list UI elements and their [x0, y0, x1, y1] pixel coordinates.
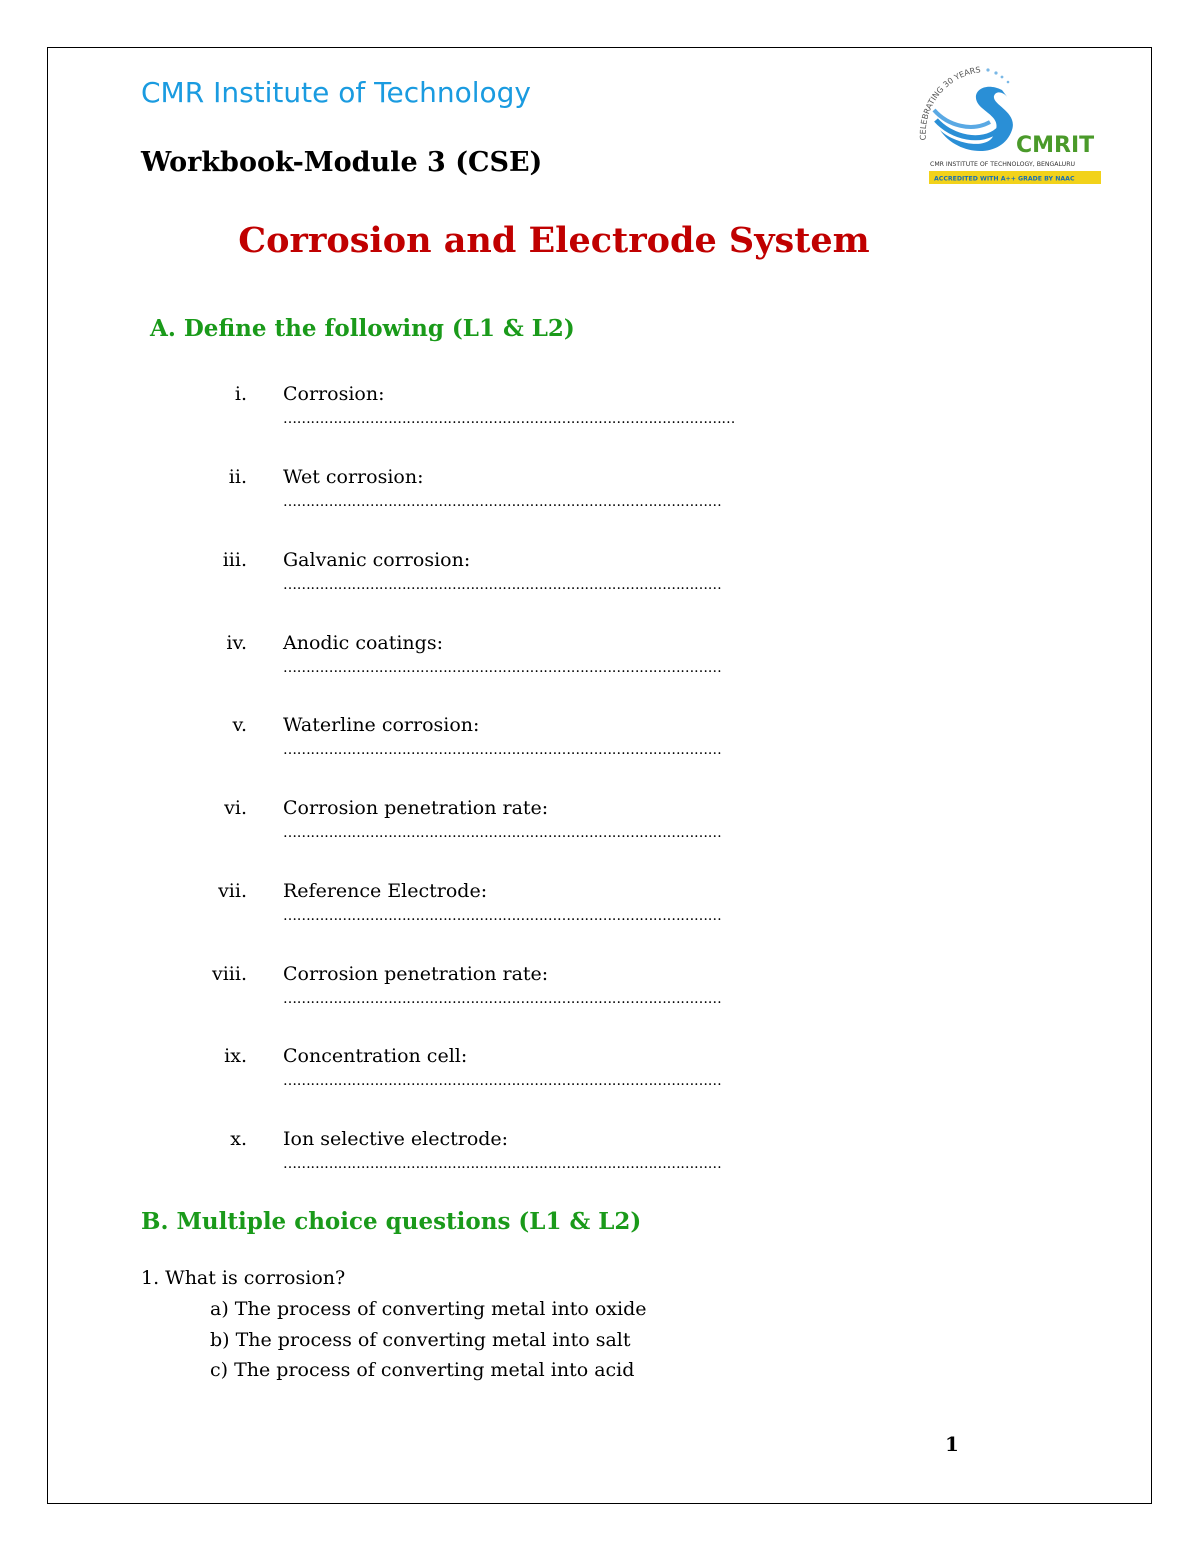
definition-item [0, 383, 1200, 443]
item-label: Corrosion penetration rate: [283, 963, 549, 985]
item-number: x. [230, 1128, 247, 1150]
answer-line[interactable]: …………………………………………………………………………………… [283, 908, 722, 924]
logo-brand: CMRIT [1016, 133, 1095, 158]
answer-line[interactable]: …………………………………………………………………………………… [283, 660, 722, 676]
answer-line[interactable]: …………………………………………………………………………………… [283, 825, 722, 841]
definition-item [0, 632, 1200, 692]
section-b-heading: B. Multiple choice questions (L1 & L2) [141, 1208, 642, 1235]
answer-line[interactable]: ……………………………………………………………………………………… [283, 411, 736, 427]
mcq-question: 1. What is corrosion? [141, 1267, 346, 1289]
answer-line[interactable]: …………………………………………………………………………………… [283, 1073, 722, 1089]
page-number: 1 [945, 1432, 959, 1456]
item-number: iv. [226, 632, 247, 654]
item-number: v. [232, 714, 247, 736]
institute-name: CMR Institute of Technology [141, 76, 531, 109]
definition-item [0, 1045, 1200, 1105]
item-label: Corrosion: [283, 383, 385, 405]
definition-item [0, 963, 1200, 1023]
definition-item [0, 880, 1200, 940]
definition-item [0, 797, 1200, 857]
item-number: ix. [224, 1045, 247, 1067]
item-label: Reference Electrode: [283, 880, 488, 902]
mcq-option[interactable]: b) The process of converting metal into salt [210, 1329, 631, 1351]
logo-badge: ACCREDITED WITH A++ GRADE BY NAAC [934, 175, 1075, 183]
item-label: Concentration cell: [283, 1045, 468, 1067]
section-a-heading: A. Define the following (L1 & L2) [150, 315, 575, 342]
item-label: Anodic coatings: [283, 632, 443, 654]
document-title: Corrosion and Electrode System [238, 220, 870, 261]
item-label: Wet corrosion: [283, 466, 424, 488]
definition-item [0, 466, 1200, 526]
item-label: Waterline corrosion: [283, 714, 480, 736]
logo-arc-text: CELEBRATING 30 YEARS [918, 65, 982, 141]
workbook-title: Workbook-Module 3 (CSE) [141, 147, 543, 178]
mcq-option[interactable]: a) The process of converting metal into oxide [210, 1298, 647, 1320]
answer-line[interactable]: …………………………………………………………………………………… [283, 1156, 722, 1172]
cmrit-logo [912, 60, 1102, 190]
answer-line[interactable]: …………………………………………………………………………………… [283, 494, 722, 510]
item-label: Corrosion penetration rate: [283, 797, 549, 819]
definition-item [0, 1128, 1200, 1188]
swan-logo-icon [912, 60, 1102, 190]
definition-item [0, 549, 1200, 609]
item-number: ii. [228, 466, 247, 488]
item-label: Galvanic corrosion: [283, 549, 471, 571]
answer-line[interactable]: …………………………………………………………………………………… [283, 742, 722, 758]
mcq-option[interactable]: c) The process of converting metal into acid [210, 1359, 635, 1381]
answer-line[interactable]: …………………………………………………………………………………… [283, 991, 722, 1007]
item-number: iii. [222, 549, 247, 571]
item-number: vii. [218, 880, 247, 902]
definition-item [0, 714, 1200, 774]
item-number: vi. [224, 797, 247, 819]
item-number: viii. [211, 963, 247, 985]
logo-subtitle: CMR INSTITUTE OF TECHNOLOGY, BENGALURU [930, 161, 1076, 168]
item-label: Ion selective electrode: [283, 1128, 509, 1150]
answer-line[interactable]: …………………………………………………………………………………… [283, 577, 722, 593]
item-number: i. [234, 383, 247, 405]
